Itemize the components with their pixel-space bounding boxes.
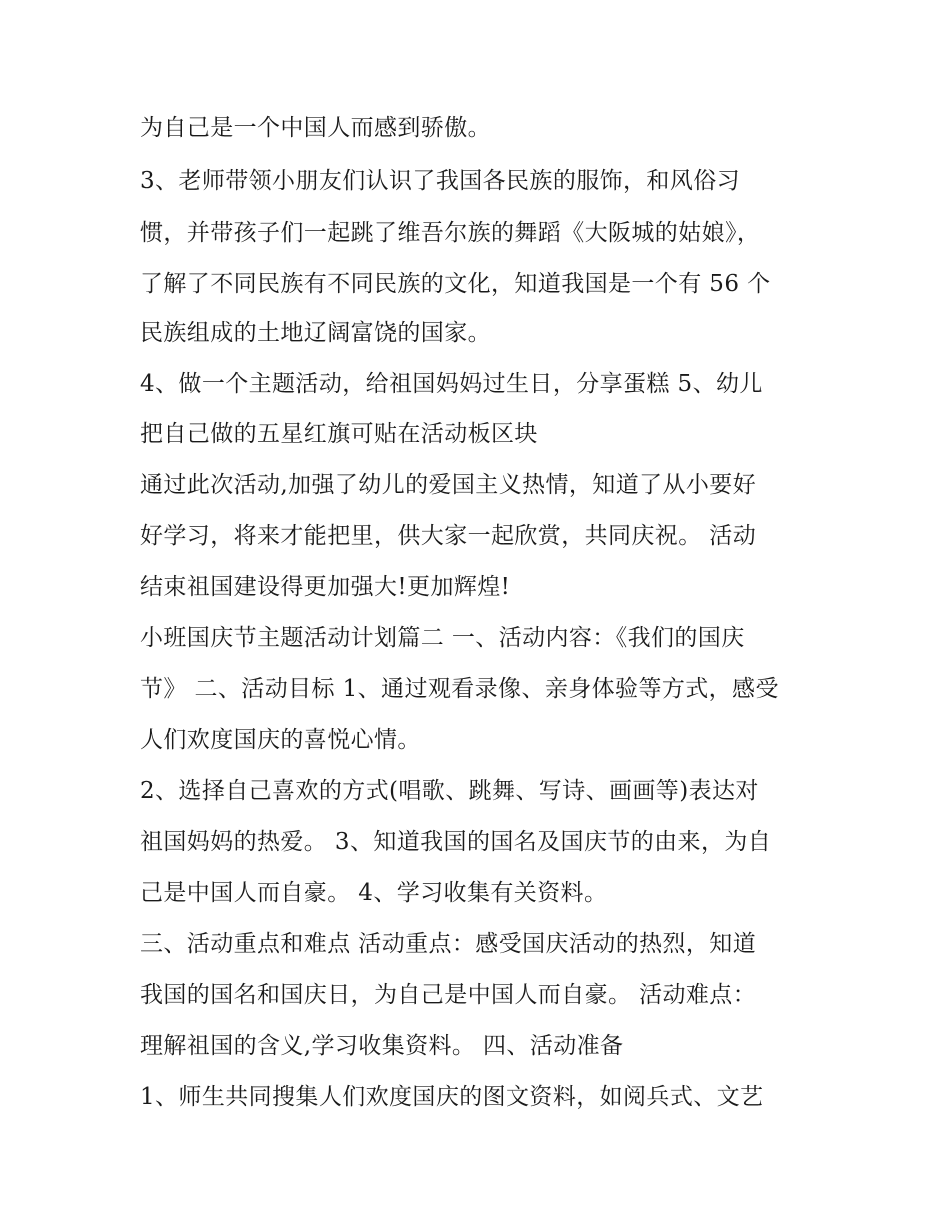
text-line: 结束祖国建设得更加强大!更加辉煌! (140, 574, 511, 600)
text-line: 为自己是一个中国人而感到骄傲。 (140, 115, 491, 141)
text-line: 节》 二、活动目标 1、通过观看录像、亲身体验等方式，感受 (140, 676, 779, 702)
text-line: 民族组成的土地辽阔富饶的国家。 (140, 320, 491, 346)
text-line: 4、做一个主题活动，给祖国妈妈过生日，分享蛋糕 5、幼儿 (140, 371, 763, 397)
text-line: 3、老师带领小朋友们认识了我国各民族的服饰，和风俗习 (140, 168, 741, 194)
text-line: 己是中国人而自豪。 4、学习收集有关资料。 (140, 880, 608, 906)
text-line: 了解了不同民族有不同民族的文化，知道我国是一个有 56 个 (140, 271, 771, 297)
text-line: 理解祖国的含义,学习收集资料。 四、活动准备 (140, 1033, 624, 1059)
text-line: 人们欢度国庆的喜悦心情。 (140, 727, 421, 753)
text-line: 好学习，将来才能把里，供大家一起欣赏，共同庆祝。 活动 (140, 523, 757, 549)
text-line: 我国的国名和国庆日，为自己是中国人而自豪。 活动难点： (140, 982, 757, 1008)
text-line: 2、选择自己喜欢的方式(唱歌、跳舞、写诗、画画等)表达对 (140, 778, 759, 804)
text-line: 惯，并带孩子们一起跳了维吾尔族的舞蹈《大阪城的姑娘》， (140, 220, 761, 246)
text-line: 1、师生共同搜集人们欢度国庆的图文资料，如阅兵式、文艺 (140, 1084, 764, 1110)
text-line: 三、活动重点和难点 活动重点：感受国庆活动的热烈，知道 (140, 931, 757, 957)
text-line: 把自己做的五星红旗可贴在活动板区块 (140, 421, 538, 447)
text-line: 祖国妈妈的热爱。 3、知道我国的国名及国庆节的由来，为自 (140, 829, 772, 855)
text-line: 通过此次活动,加强了幼儿的爱国主义热情，知道了从小要好 (140, 472, 757, 498)
text-line: 小班国庆节主题活动计划篇二 一、活动内容：《我们的国庆 (140, 625, 745, 651)
